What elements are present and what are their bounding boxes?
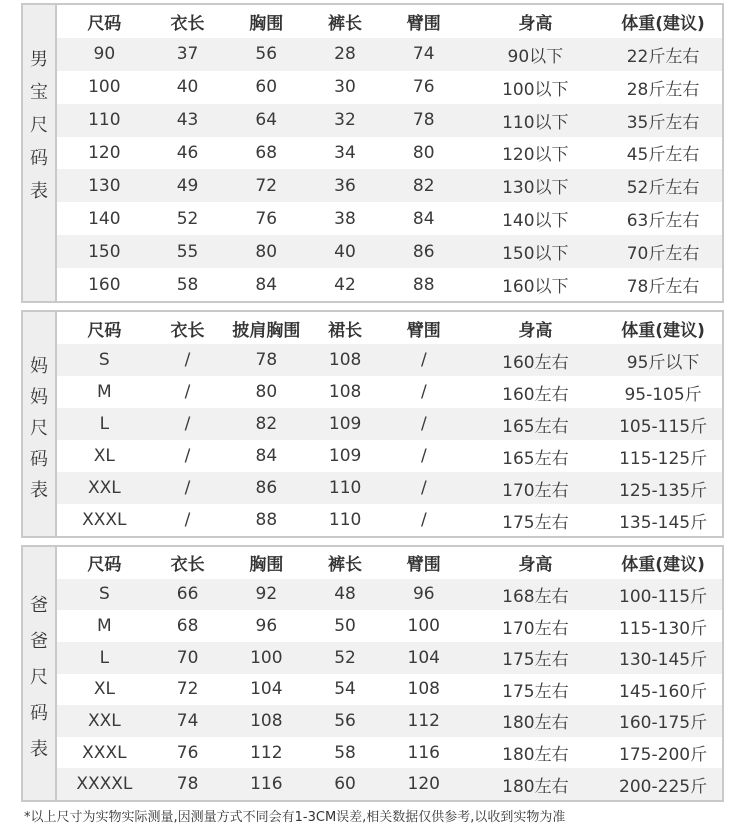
column-header: 臂围 [406, 13, 441, 34]
table-row [57, 737, 722, 769]
table-cell: 66 [152, 579, 224, 611]
kids-table [57, 5, 722, 301]
table-row [57, 38, 722, 71]
table-cell: 130 [57, 169, 152, 202]
column-header: 尺码 [87, 320, 122, 341]
table-cell: 90以下 [467, 38, 605, 71]
table-cell: 170左右 [467, 472, 605, 504]
table-row [57, 104, 722, 137]
table-cell: 70斤左右 [604, 235, 722, 268]
table-cell: 72 [176, 679, 199, 700]
table-cell: 58 [334, 742, 356, 763]
header-row [57, 312, 722, 344]
column-header: 衣长 [170, 13, 205, 34]
table-cell: 110 [328, 510, 362, 530]
column-header: 尺码 [87, 13, 122, 34]
table-cell: 84 [412, 208, 435, 229]
table-cell: 120 [381, 768, 467, 800]
table-cell: XXL [57, 472, 152, 504]
table-row [57, 169, 722, 202]
table-cell: 130-145斤 [604, 642, 722, 674]
column-header: 身高 [518, 555, 553, 576]
table-cell: 160 [88, 274, 121, 295]
table-row [57, 642, 722, 674]
kids-size-table [21, 3, 724, 303]
table-cell: 100 [88, 77, 121, 98]
side-char: 男 [30, 49, 48, 70]
table-cell: 108 [309, 344, 381, 376]
table-cell: 56 [309, 705, 381, 737]
side-char: 码 [30, 148, 48, 169]
table-row [57, 376, 722, 408]
table-cell: 95斤以下 [604, 344, 722, 376]
table-cell: 60 [309, 768, 381, 800]
table-cell: / [420, 382, 427, 402]
table-cell: 125-135斤 [604, 472, 722, 504]
table-cell: / [152, 344, 224, 376]
table-cell: 96 [381, 579, 467, 611]
table-cell: 40 [176, 77, 199, 98]
table-cell: 160-175斤 [604, 705, 722, 737]
table-cell: 104 [250, 679, 283, 700]
table-cell: 50 [334, 616, 356, 637]
table-row [57, 674, 722, 706]
table-cell: 130以下 [467, 169, 605, 202]
column-header: 披肩胸围 [232, 320, 301, 341]
table-cell: 100 [224, 642, 310, 674]
table-cell: 88 [412, 274, 435, 295]
table-cell: 110 [309, 472, 381, 504]
table-row [57, 705, 722, 737]
table-cell: 78 [381, 104, 467, 137]
side-char: 爸 [30, 631, 48, 652]
table-cell: 160以下 [502, 277, 569, 297]
table-row [57, 440, 722, 472]
table-cell: 68 [176, 616, 199, 637]
table-cell: 109 [309, 408, 381, 440]
table-cell: XXXL [82, 742, 127, 763]
table-cell: 76 [176, 742, 199, 763]
table-cell: 180左右 [467, 705, 605, 737]
table-cell: 52 [176, 208, 199, 229]
column-header: 衣长 [170, 320, 205, 341]
table-cell: 96 [255, 616, 278, 637]
table-cell: 28斤左右 [626, 79, 700, 100]
table-cell: 72 [223, 169, 309, 202]
table-row [57, 504, 722, 536]
table-cell: 49 [152, 169, 224, 202]
table-cell: 56 [223, 38, 309, 71]
table-cell: 60 [255, 77, 278, 98]
table-cell: 165左右 [502, 448, 569, 469]
table-cell: 100以下 [502, 79, 569, 100]
table-cell: / [381, 408, 467, 440]
table-cell: 115-125斤 [619, 448, 708, 469]
table-cell: 52斤左右 [604, 169, 722, 202]
column-header: 体重(建议) [621, 555, 705, 576]
table-cell: 110 [57, 104, 152, 137]
side-char: 宝 [30, 82, 48, 103]
side-char: 妈 [30, 387, 48, 408]
table-cell: / [152, 408, 224, 440]
table-cell: 116 [407, 742, 440, 763]
table-cell: 135-145斤 [619, 512, 708, 533]
column-header: 衣长 [170, 555, 205, 576]
table-cell: 150以下 [467, 235, 605, 268]
table-cell: 37 [152, 38, 224, 71]
column-header: 臂围 [406, 320, 441, 341]
table-cell: 95-105斤 [624, 384, 702, 405]
table-cell: 165左右 [467, 408, 605, 440]
table-cell: S [57, 579, 152, 611]
table-cell: L [57, 642, 152, 674]
table-row [57, 235, 722, 268]
table-cell: XXXXL [57, 768, 152, 800]
table-cell: 30 [334, 77, 356, 98]
table-cell: 45斤左右 [626, 145, 700, 166]
column-header: 裤长 [328, 555, 363, 576]
table-cell: 140以下 [502, 211, 569, 232]
table-cell: 140 [88, 208, 121, 229]
table-cell: 78 [223, 344, 309, 376]
table-cell: M [97, 616, 112, 637]
table-cell: 110以下 [467, 104, 605, 137]
table-cell: 109 [328, 446, 362, 466]
table-cell: 80 [223, 235, 309, 268]
column-header: 裤长 [327, 13, 362, 34]
table-row [57, 579, 722, 611]
table-cell: 160左右 [467, 344, 605, 376]
table-cell: XXXL [82, 510, 127, 530]
table-cell: 32 [309, 104, 381, 137]
table-row [57, 71, 722, 104]
table-cell: 28 [309, 38, 381, 71]
table-cell: / [184, 382, 191, 402]
table-cell: 63斤左右 [626, 211, 700, 232]
table-cell: 200-225斤 [604, 768, 722, 800]
side-char: 妈 [30, 356, 48, 377]
table-cell: 112 [381, 705, 467, 737]
column-header: 胸围 [249, 13, 284, 34]
table-cell: 35斤左右 [604, 104, 722, 137]
table-cell: 105-115斤 [604, 408, 722, 440]
table-cell: / [381, 344, 467, 376]
side-char: 码 [30, 449, 48, 470]
table-cell: XL [93, 679, 115, 700]
side-char: 表 [30, 480, 48, 501]
table-cell: XL [93, 446, 115, 466]
side-char: 尺 [30, 418, 48, 439]
table-cell: 90 [57, 38, 152, 71]
side-char: 表 [30, 739, 48, 760]
table-cell: 175-200斤 [619, 745, 708, 766]
table-cell: 76 [255, 208, 278, 229]
table-cell: 68 [255, 142, 278, 163]
table-cell: 38 [334, 208, 356, 229]
column-header: 体重(建议) [621, 320, 705, 341]
table-cell: 86 [223, 472, 309, 504]
table-cell: 55 [152, 235, 224, 268]
table-cell: 84 [255, 446, 278, 466]
table-cell: 92 [224, 579, 310, 611]
table-cell: 46 [176, 142, 199, 163]
table-cell: 115-130斤 [619, 618, 708, 639]
table-cell: 54 [334, 679, 356, 700]
column-header: 臂围 [406, 555, 441, 576]
table-row [57, 202, 722, 235]
table-cell: 78 [152, 768, 224, 800]
table-cell: 48 [309, 579, 381, 611]
table-cell: 78斤左右 [626, 277, 700, 297]
dad-table [57, 547, 722, 800]
table-cell: / [420, 510, 427, 530]
dad-size-table [21, 545, 724, 802]
table-cell: 80 [412, 142, 435, 163]
table-cell: 88 [255, 510, 278, 530]
side-char: 爸 [30, 595, 48, 616]
table-cell: 175左右 [467, 642, 605, 674]
footnote: *以上尺寸为实物实际测量,因测量方式不同会有1-3CM误差,相关数据仅供参考,以收到实物为准 [24, 810, 566, 825]
side-char: 尺 [30, 115, 48, 136]
table-row [57, 344, 722, 376]
mom-size-table [21, 310, 724, 538]
table-cell: 104 [381, 642, 467, 674]
column-header: 体重(建议) [621, 13, 705, 34]
table-cell: 112 [250, 742, 283, 763]
table-row [57, 408, 722, 440]
table-cell: 108 [407, 679, 440, 700]
table-cell: 82 [381, 169, 467, 202]
table-cell: 120以下 [502, 145, 569, 166]
table-cell: / [184, 446, 191, 466]
table-cell: 34 [334, 142, 356, 163]
dad-side-label [23, 547, 57, 800]
table-row [57, 137, 722, 170]
table-cell: 43 [152, 104, 224, 137]
table-row [57, 610, 722, 642]
table-row [57, 268, 722, 301]
table-cell: 145-160斤 [619, 681, 708, 702]
table-cell: 82 [223, 408, 309, 440]
table-cell: 116 [224, 768, 310, 800]
table-cell: 70 [152, 642, 224, 674]
column-header: 尺码 [87, 555, 122, 576]
table-cell: 100 [407, 616, 440, 637]
column-header: 身高 [518, 13, 553, 34]
table-cell: 180左右 [467, 768, 605, 800]
table-cell: 108 [224, 705, 310, 737]
table-cell: 42 [334, 274, 356, 295]
side-char: 表 [30, 181, 48, 202]
table-cell: 40 [309, 235, 381, 268]
table-cell: L [57, 408, 152, 440]
table-cell: / [381, 472, 467, 504]
table-cell: M [96, 382, 112, 402]
header-row [57, 547, 722, 579]
table-cell: 52 [309, 642, 381, 674]
table-cell: 168左右 [467, 579, 605, 611]
column-header: 裙长 [328, 320, 363, 341]
table-cell: 175左右 [502, 512, 569, 533]
side-char: 码 [30, 703, 48, 724]
header-row [57, 5, 722, 38]
table-cell: 108 [328, 382, 362, 402]
table-cell: 74 [152, 705, 224, 737]
table-cell: XXL [57, 705, 152, 737]
table-cell: 120 [88, 142, 121, 163]
table-cell: 86 [381, 235, 467, 268]
table-cell: 36 [309, 169, 381, 202]
table-cell: 175左右 [502, 681, 569, 702]
table-cell: 150 [57, 235, 152, 268]
mom-side-label [23, 312, 57, 536]
table-cell: 100-115斤 [604, 579, 722, 611]
side-char: 尺 [30, 667, 48, 688]
table-cell: 160左右 [502, 384, 569, 405]
table-row [57, 768, 722, 800]
table-cell: / [184, 510, 191, 530]
mom-table [57, 312, 722, 536]
column-header: 身高 [518, 320, 553, 341]
kids-side-label [23, 5, 57, 301]
table-cell: S [57, 344, 152, 376]
table-cell: 170左右 [502, 618, 569, 639]
table-cell: 22斤左右 [604, 38, 722, 71]
table-cell: 58 [176, 274, 199, 295]
table-cell: 180左右 [502, 745, 569, 766]
column-header: 胸围 [249, 555, 284, 576]
table-cell: 80 [255, 382, 278, 402]
table-cell: 76 [412, 77, 435, 98]
table-cell: 74 [381, 38, 467, 71]
table-cell: 64 [223, 104, 309, 137]
table-row [57, 472, 722, 504]
table-cell: 84 [255, 274, 278, 295]
table-cell: / [152, 472, 224, 504]
table-cell: / [420, 446, 427, 466]
